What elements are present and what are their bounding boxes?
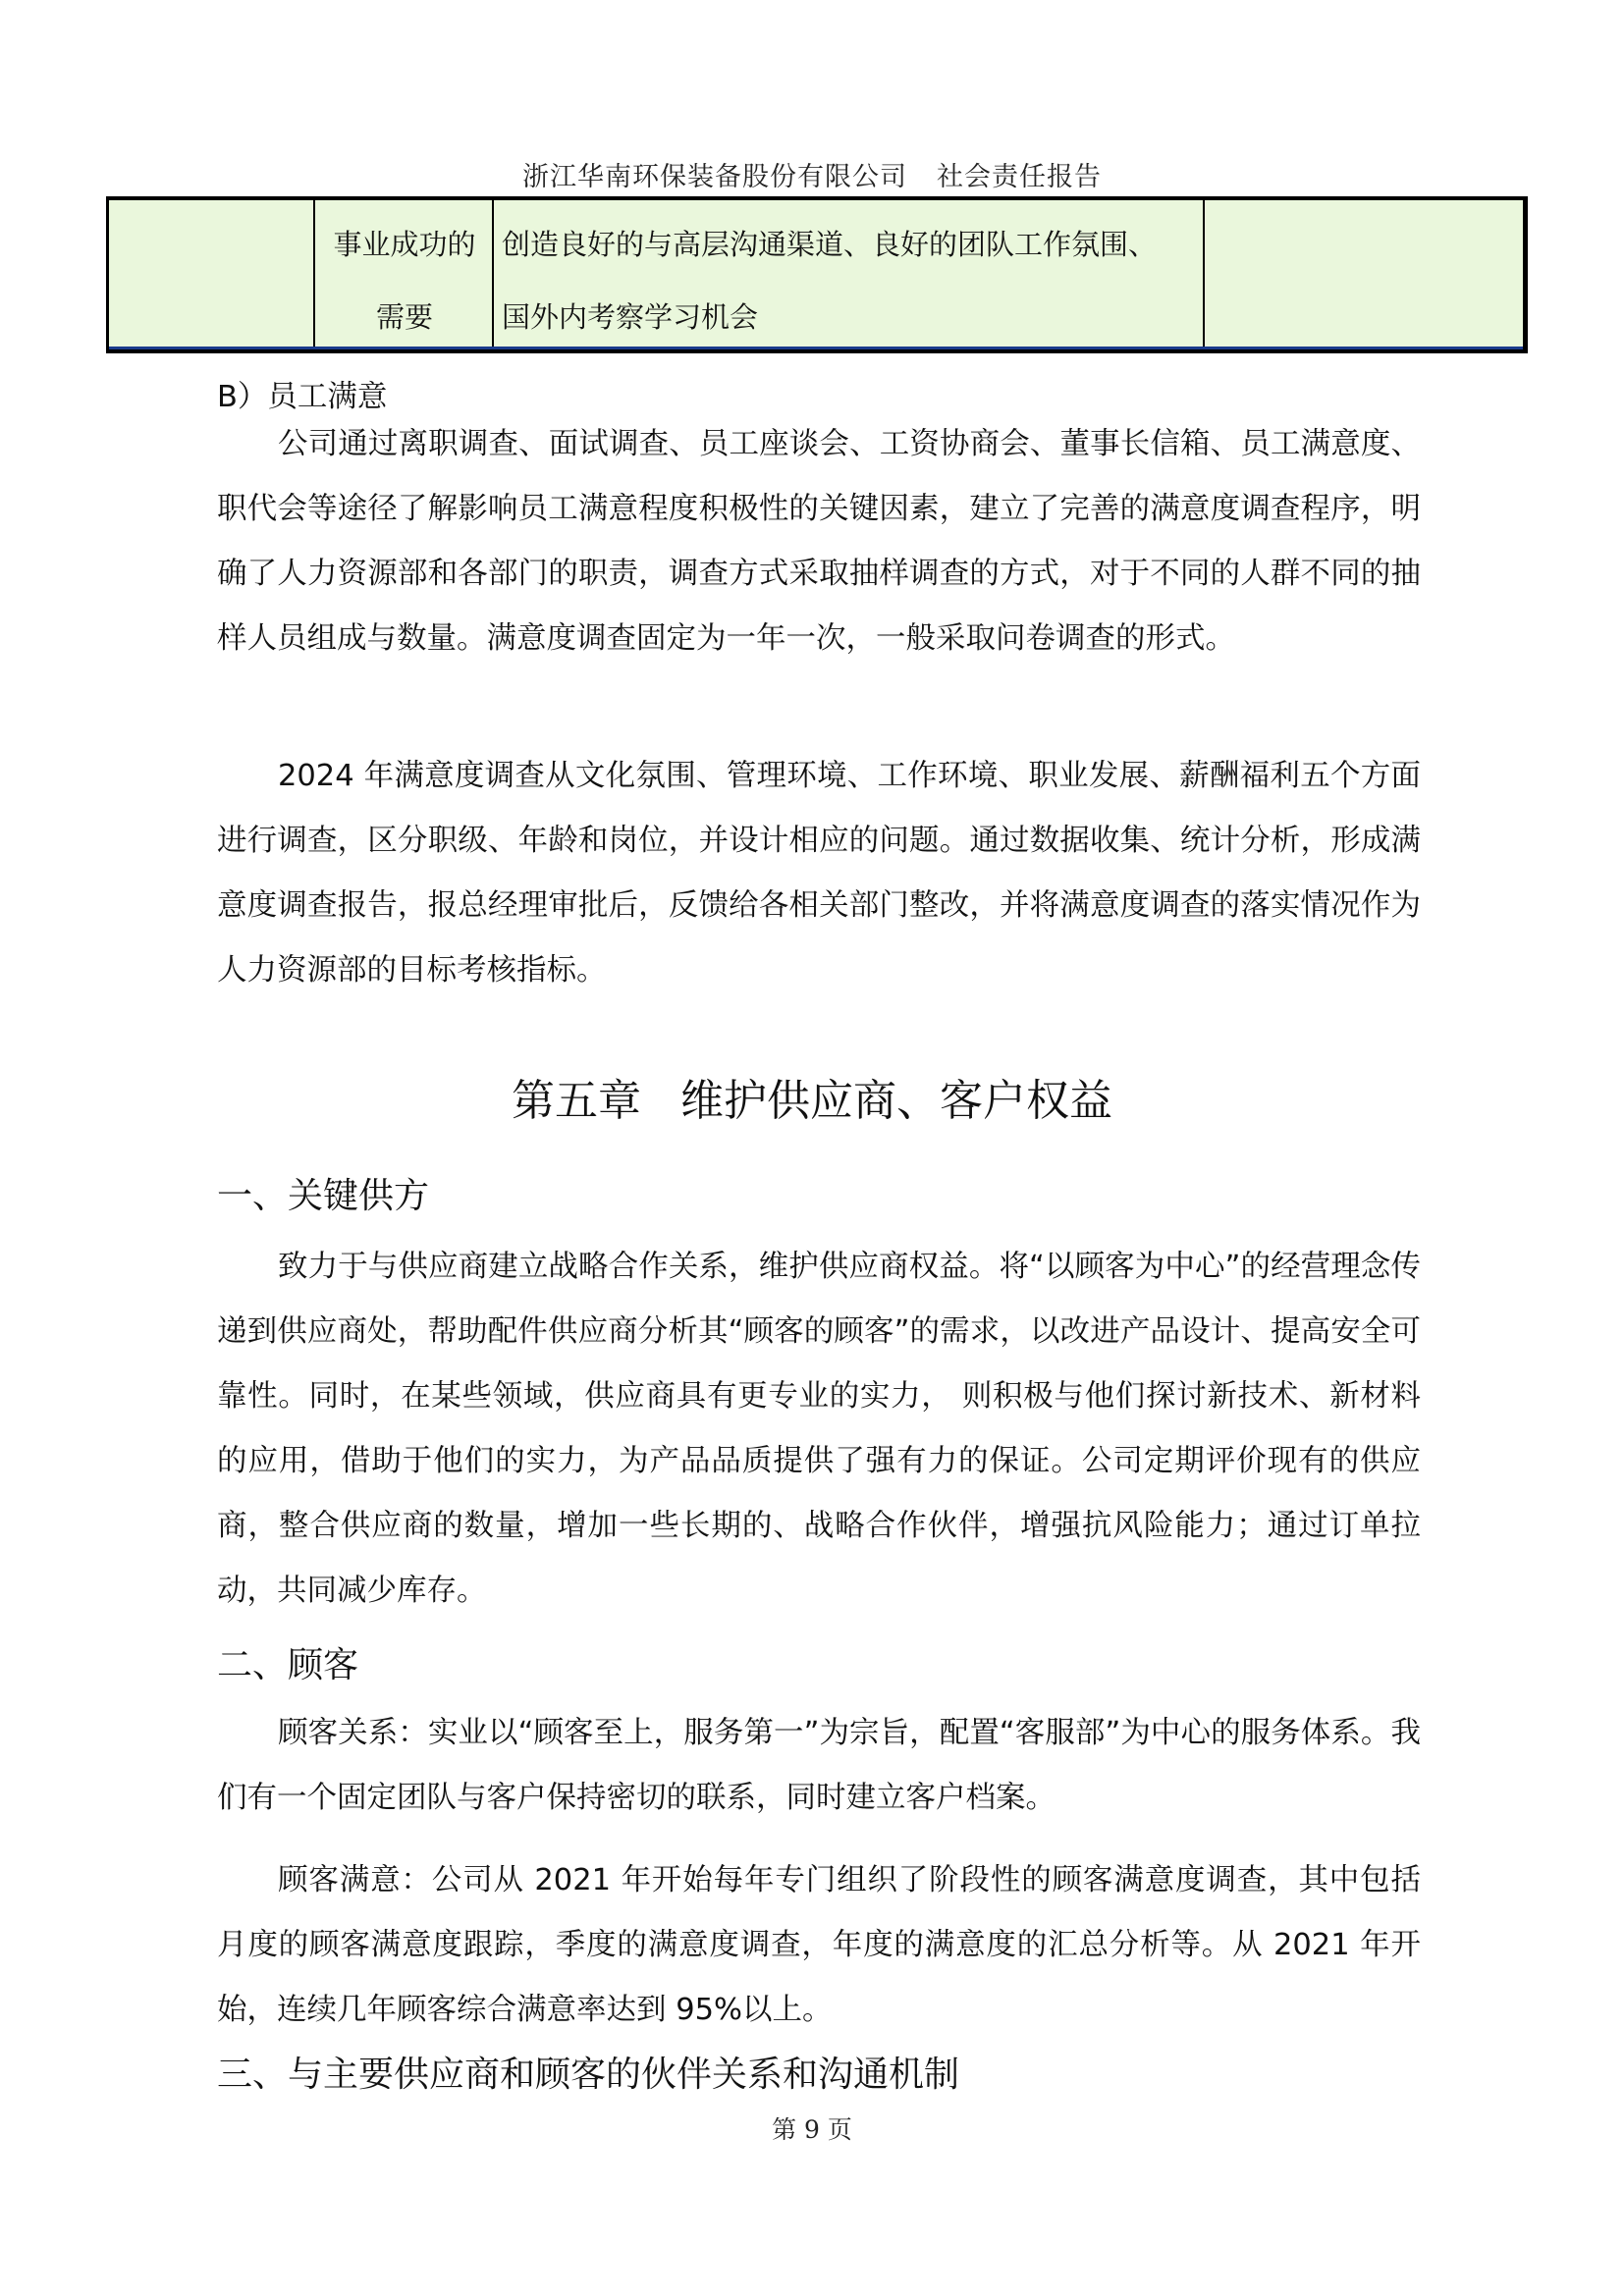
section-1-heading: 一、关键供方 bbox=[217, 1176, 430, 1216]
table-measure-line1: 创造良好的与高层沟通渠道、良好的团队工作氛围、 bbox=[502, 228, 1158, 261]
chapter-title bbox=[0, 1065, 1624, 1128]
continued-table-row bbox=[106, 196, 1528, 353]
table-need-line2: 需要 bbox=[375, 300, 433, 334]
table-measure-line2: 国外内考察学习机会 bbox=[502, 300, 759, 334]
section-1-paragraph: 致力于与供应商建立战略合作关系，维护供应商权益。将“以顾客为中心”的经营理念传递到供应商处，帮助配件供应商分析其“顾客的顾客”的需求，以改进产品设计、提高安全可靠性。同时，在某些领域，供应商具有更专业的实力， 则积极与他们探讨新技术、新材料的应用，借助于他们的实力，为产品品质提供了强有力的保证。公司定期评价现有的供应商，整合供应商的数量，增加一些长期的、战略合作伙伴，增强抗风险能力；通过订单拉动，共同减少库存。 bbox=[217, 1250, 1421, 1608]
section-b-heading: B）员工满意 bbox=[217, 380, 388, 414]
section-b-paragraph-2: 2024 年满意度调查从文化氛围、管理环境、工作环境、职业发展、薪酬福利五个方面进行调查，区分职级、年龄和岗位，并设计相应的问题。通过数据收集、统计分析，形成满意度调查报告，报总经理审批后，反馈给各相关部门整改，并将满意度调查的落实情况作为人力资源部的目标考核指标。 bbox=[217, 759, 1421, 988]
table-need-text bbox=[315, 208, 494, 353]
table-need-line1: 事业成功的 bbox=[333, 228, 476, 261]
section-b-paragraph-1: 公司通过离职调查、面试调查、员工座谈会、工资协商会、董事长信箱、员工满意度、职代会等途径了解影响员工满意程度积极性的关键因素，建立了完善的满意度调查程序，明确了人力资源部和各部门的职责，调查方式采取抽样调查的方式，对于不同的人群不同的抽样人员组成与数量。满意度调查固定为一年一次，一般采取问卷调查的形式。 bbox=[217, 427, 1421, 656]
chapter-number: 第五章 bbox=[512, 1076, 641, 1126]
section-3-heading: 三、与主要供应商和顾客的伙伴关系和沟通机制 bbox=[217, 2055, 960, 2095]
page-header bbox=[0, 155, 1624, 193]
section-2-heading: 二、顾客 bbox=[217, 1645, 359, 1685]
section-2-paragraph-2: 顾客满意：公司从 2021 年开始每年专门组织了阶段性的顾客满意度调查，其中包括月度的顾客满意度跟踪，季度的满意度调查，年度的满意度的汇总分析等。从 2021 年开始，连续几年顾客综合满意率达到 95%以上。 bbox=[217, 1863, 1421, 2027]
page-number: 第 9 页 bbox=[772, 2115, 852, 2144]
section-2-paragraph-1: 顾客关系：实业以“顾客至上，服务第一”为宗旨，配置“客服部”为中心的服务体系。我们有一个固定团队与客户保持密切的联系，同时建立客户档案。 bbox=[217, 1716, 1421, 1815]
header-company: 浙江华南环保装备股份有限公司 bbox=[522, 162, 907, 192]
table-bottom-rule bbox=[109, 347, 1523, 349]
header-report-title: 社会责任报告 bbox=[937, 162, 1102, 192]
chapter-name: 维护供应商、客户权益 bbox=[680, 1076, 1112, 1126]
table-measure-text bbox=[502, 208, 1209, 353]
table-cell-empty-left bbox=[109, 200, 315, 347]
